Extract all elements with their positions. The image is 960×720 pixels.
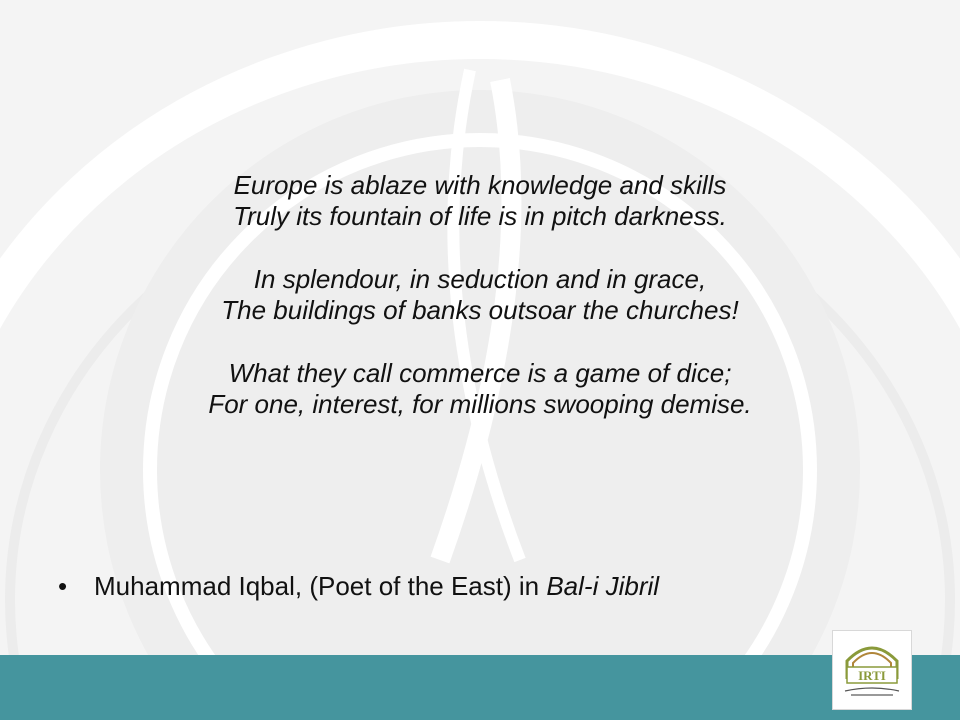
poem-line: For one, interest, for millions swooping demise. (208, 389, 752, 419)
poem-line: Truly its fountain of life is in pitch darkness. (233, 201, 727, 231)
attribution (58, 570, 878, 602)
stanza (60, 264, 900, 326)
poem-line: What they call commerce is a game of dice; (228, 358, 732, 388)
attribution-text: Muhammad Iqbal, (Poet of the East) in (94, 571, 547, 601)
logo-text: IRTI (858, 668, 886, 683)
footer-band (0, 655, 960, 720)
poem-line: Europe is ablaze with knowledge and skills (233, 170, 727, 200)
attribution-work-title: Bal-i Jibril (546, 571, 660, 601)
stanza-gap (60, 232, 900, 264)
poem-line: The buildings of banks outsoar the churches! (221, 295, 739, 325)
bullet-point: • (58, 571, 68, 601)
stanza (60, 170, 900, 232)
irti-logo-icon (832, 630, 912, 710)
poem-line: In splendour, in seduction and in grace, (253, 264, 707, 294)
stanza-gap (60, 326, 900, 358)
logo-graphic (833, 631, 911, 709)
stanza (60, 358, 900, 420)
poem (60, 170, 900, 420)
